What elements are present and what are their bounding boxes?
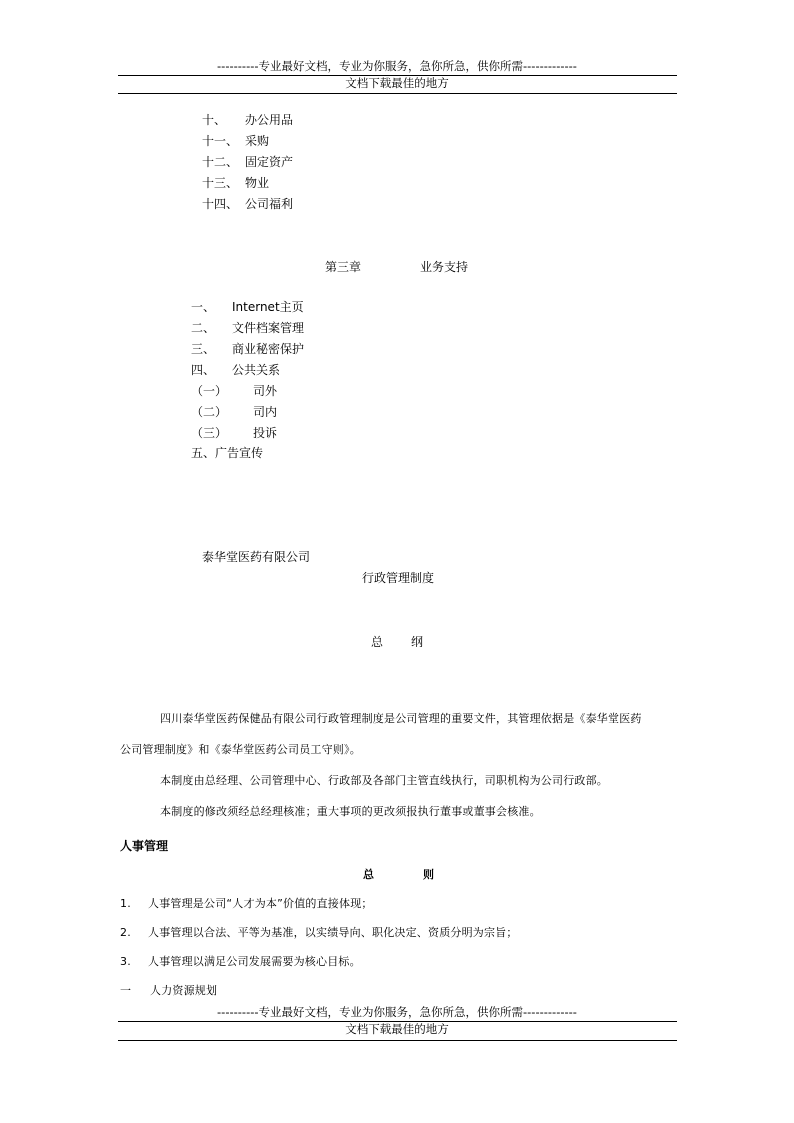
footer-rule-bottom — [118, 1040, 677, 1041]
toc-num: （二） — [191, 405, 228, 419]
rule-text: 人事管理以满足公司发展需要为核心目标。 — [148, 955, 361, 968]
toc-num: 二、 — [191, 321, 216, 335]
rules-heading-char-1: 总 — [363, 868, 375, 881]
paragraph-2: 本制度由总经理、公司管理中心、行政部及各部门主管直线执行，司职机构为公司行政部。 — [160, 774, 608, 787]
toc-label: 公司福利 — [245, 197, 294, 211]
toc-label: 商业秘密保护 — [232, 342, 305, 356]
toc-item — [202, 114, 226, 126]
toc-label: Internet主页 — [232, 300, 304, 314]
header-rule-bottom — [118, 93, 677, 94]
rule-num: 2. — [120, 926, 131, 939]
toc-num: 一、 — [191, 300, 216, 314]
rule-num: 3. — [120, 955, 131, 968]
toc-num: 四、 — [191, 363, 216, 377]
header-tagline: ----------专业最好文档，专业为你服务，急你所急，供你所需------------- — [217, 59, 577, 73]
chapter-number: 第三章 — [325, 260, 362, 274]
toc-label: 文件档案管理 — [232, 321, 305, 335]
toc-num: 十一、 — [202, 134, 239, 148]
toc-label: 办公用品 — [245, 113, 294, 127]
paragraph-3: 本制度的修改须经总经理核准；重大事项的更改须报执行董事或董事会核准。 — [160, 805, 541, 818]
footer-tagline: ----------专业最好文档，专业为你服务，急你所急，供你所需------------- — [217, 1005, 577, 1019]
toc-num: 五、 — [191, 446, 216, 460]
toc-num: 十、 — [202, 113, 227, 127]
sub-section-label: 人力资源规划 — [150, 984, 218, 997]
rules-heading-char-2: 则 — [423, 868, 435, 881]
toc-label: 物业 — [245, 176, 270, 190]
toc-num: 十四、 — [202, 197, 239, 211]
paragraph-1-line-1: 四川泰华堂医药保健品有限公司行政管理制度是公司管理的重要文件，其管理依据是《泰华堂医药 — [160, 712, 642, 725]
toc-label: 固定资产 — [245, 155, 294, 169]
header-subtitle: 文档下载最佳的地方 — [345, 76, 449, 90]
toc-num: （一） — [191, 384, 228, 398]
rule-text: 人事管理是公司“人才为本”价值的直接体现； — [148, 897, 373, 910]
toc-label: 司外 — [253, 384, 278, 398]
toc-num: （三） — [191, 426, 228, 440]
toc-num: 三、 — [191, 342, 216, 356]
chapter-title: 业务支持 — [420, 260, 469, 274]
toc-label: 投诉 — [253, 426, 278, 440]
toc-label: 采购 — [245, 134, 270, 148]
footer-subtitle: 文档下载最佳的地方 — [345, 1022, 449, 1036]
toc-label: 司内 — [253, 405, 278, 419]
paragraph-1-line-2: 公司管理制度》和《泰华堂医药公司员工守则》。 — [120, 743, 361, 756]
sub-section-num: 一 — [120, 984, 132, 997]
rule-num: 1. — [120, 897, 131, 910]
toc-label: 广告宣传 — [215, 446, 264, 460]
company-name: 泰华堂医药有限公司 — [202, 550, 311, 564]
section-heading: 人事管理 — [120, 839, 169, 853]
toc-label: 公共关系 — [232, 363, 281, 377]
outline-heading-char-1: 总 — [371, 635, 384, 649]
document-title: 行政管理制度 — [362, 571, 435, 585]
toc-num: 十三、 — [202, 176, 239, 190]
toc-num: 十二、 — [202, 155, 239, 169]
rule-text: 人事管理以合法、平等为基准，以实绩导向、职化决定、资质分明为宗旨； — [148, 926, 518, 939]
outline-heading-char-2: 纲 — [411, 635, 424, 649]
